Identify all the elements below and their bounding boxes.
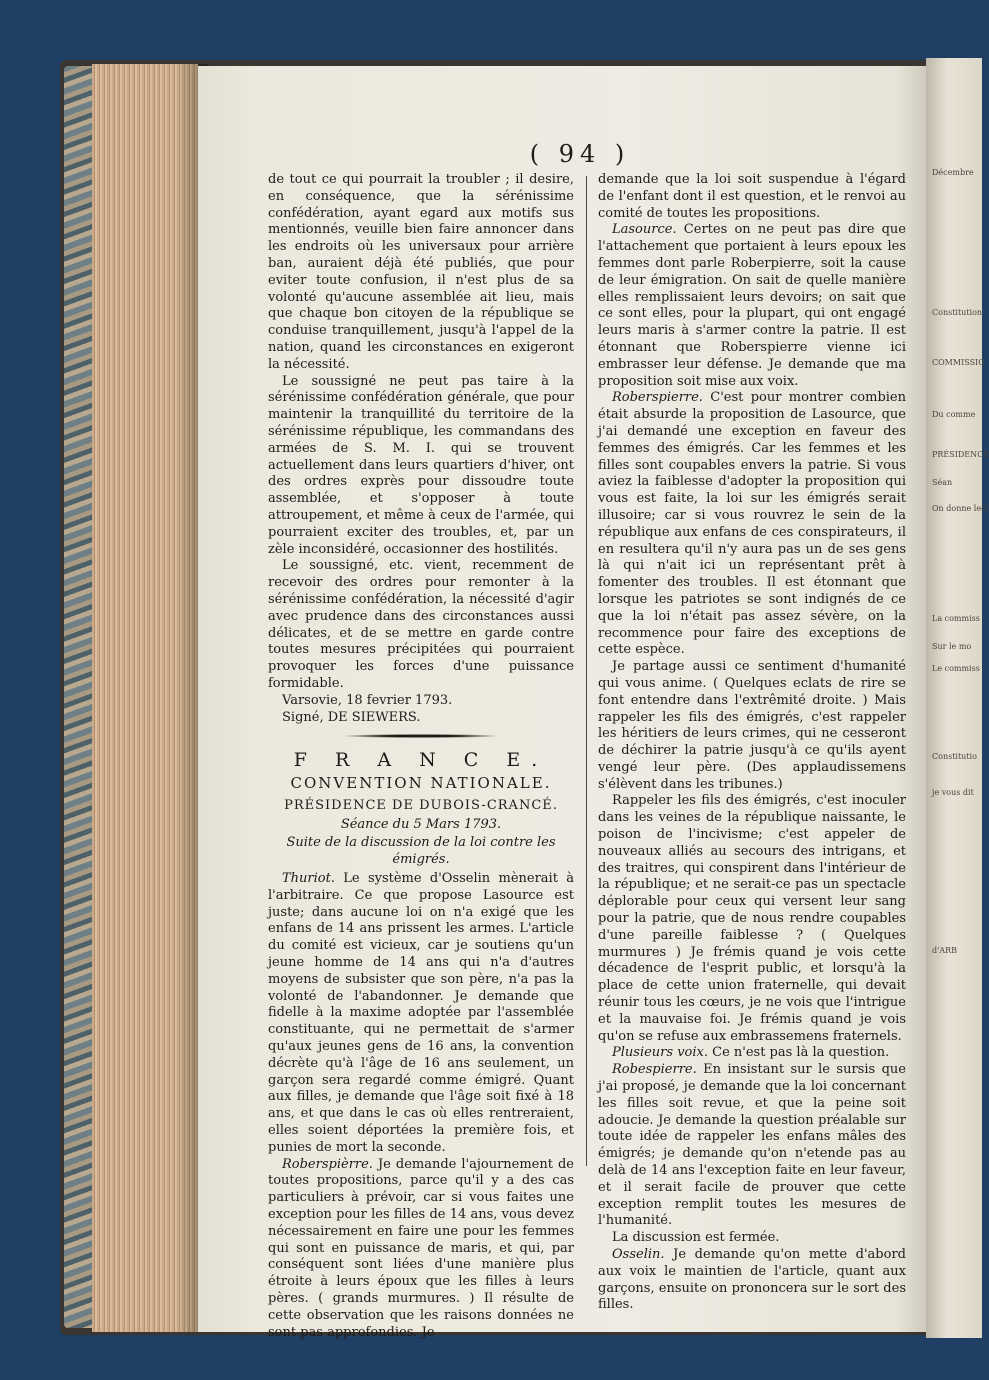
- left-column: [268, 172, 574, 1341]
- speech-text: Je demande l'ajournement de toutes propositions, parce qu'il y a des cas particuliers à prévoir, car si vous faites une exception pour les filles de 14 ans, vous devez nécessairement en faire une pour les femmes qui sont en puissance de maris, et qui, par conséquent sont liées d'une manière plus étroite à leurs époux que les filles à leurs pères. ( grands murmures. ) Il résulte de cette observation que les raisons données ne sont pas approfondies. Je: [268, 1156, 574, 1340]
- adjacent-fragment: Sur le mo: [932, 642, 972, 651]
- adjacent-fragment: PRÉSIDENCE: [932, 450, 989, 459]
- speaker-name: Lasource.: [612, 222, 677, 238]
- speech-text: Je partage aussi ce sentiment d'humanité qui vous anime. ( Quelques eclats de rire se font entendre dans l'extrêmité droite. ) Mais rappeler les fils des émigrés, c'est rappeler les héritiers de leurs crimes, qui ne cesseront de déchirer la patrie jusqu'à ce qu'ils ayent vengé leur père. (Des applaudissemens s'élèvent dans les tribunes.): [598, 659, 906, 792]
- adjacent-fragment: La commiss: [932, 614, 980, 623]
- speech-paragraph: [598, 1230, 906, 1247]
- section-heading-convention: CONVENTION NATIONALE.: [290, 774, 552, 793]
- speaker-name: Robespierre.: [612, 1062, 697, 1078]
- adjacent-fragment: Décembre: [932, 168, 974, 177]
- paragraph: Le soussigné, etc. vient, recemment de recevoir des ordres pour remonter à la sérénissime confédération, la nécessité d'agir avec prudence dans des circonstances aussi délicates, et de se mettre en garde contre toutes mesures précipitées qui pourraient provoquer les forces d'une puissance formidable.: [268, 558, 574, 691]
- paragraph: de tout ce qui pourrait la troubler ; il desire, en conséquence, que la sérénissime confédération, ayant egard aux motifs sus mentionnés, veuille bien faire annoncer dans les endroits où les universaux pour arrière ban, auraient déjà été publiés, que pour eviter toute confusion, il n'est plus de sa volonté qu'aucune assemblée ait lieu, mais que chaque bon citoyen de la république se conduise tranquillement, jusqu'à l'appel de la nation, quand les circonstances en exigeront la nécessité.: [268, 172, 574, 372]
- speech-paragraph: [598, 1045, 906, 1062]
- adjacent-fragment: On donne lect: [932, 504, 989, 513]
- speech-text: Le système d'Osselin mènerait à l'arbitraire. Ce que propose Lasource est juste; dans aucune loi on n'a exigé que les enfans de 14 ans prissent les armes. L'article du comité est vicieux, car je soutiens qu'un jeune homme de 14 ans qui n'a d'autres moyens de subsister que son père, n'a pas la volonté de l'abandonner. Je demande que fidelle à la maxime adoptée par l'assemblée constituante, qui ne permettait de s'armer qu'aux jeunes gens de 16 ans, la convention décrète qu'à l'âge de 16 ans seulement, un garçon sera regardé comme émigré. Quant aux filles, je demande que l'âge soit fixé à 18 ans, et que dans le cas où elles rentreraient, elles soient déportées la première fois, et punies de mort la seconde.: [268, 871, 574, 1155]
- speech-paragraph: [598, 1247, 906, 1314]
- date-line: Varsovie, 18 fevrier 1793.: [282, 692, 453, 708]
- speech-text: Certes on ne peut pas dire que l'attachement que portaient à leurs epoux les femmes dont parle Roberpierre, soit la cause de leur émigration. On sait de quelle manière elles remplissaient leurs devoirs; on sait que ce sont elles, pour la plupart, qui ont engagé leurs maris à s'armer contre la patrie. Il est étonnant que Roberspierre vienne ici embrasser leur défense. Je demande que ma proposition soit mise aux voix.: [598, 222, 906, 389]
- speaker-name: Roberspièrre.: [282, 1156, 373, 1172]
- adjacent-page: [926, 58, 989, 1338]
- ornamental-rule: [341, 734, 501, 738]
- paragraph: Le soussigné ne peut pas taire à la sérénissime confédération générale, que pour maintenir la tranquillité du territoire de la sérénissime république, les commandans des armées de S. M. I. qui se trouvent actuellement dans leurs quartiers d'hiver, ont des ordres exprès pour dissoudre toute assemblée, et s'opposer à toute attroupement, et même à ceux de l'armée, qui pourraient exciter des troubles, et, par un zèle inconsidéré, occasionner des hostilités.: [268, 373, 574, 557]
- signature: Signé, DE SIEWERS.: [282, 709, 421, 725]
- speech-text: C'est pour montrer combien était absurde la proposition de Lasource, que j'ai demandé une exception en faveur des femmes des émigrés. Car les femmes et les filles sont coupables envers la patrie. Si vous aviez la faiblesse d'adopter la proposition qui vous est faite, la loi sur les émigrés serait illusoire; car si vous rouvrez le sein de la république aux enfans de ces conspirateurs, il en resultera qu'il n'y aura pas un de ses gens là qui n'ait ici un représentant prêt à fomenter des troubles. Il est étonnant que lorsque les patriotes se sont indignés de ce que la loi n'était pas assez sévère, on la recommence pour faire des exceptions de cette espèce.: [598, 390, 906, 658]
- speech-text: Rappeler les fils des émigrés, c'est inoculer dans les veines de la république naissante, le poison de l'incivisme; c'est appeler de nouveaux alliés au secours des intrigans, et des traitres, qui conspirent dans l'intérieur de la république; et ne serait-ce pas un spectacle déplorable pour ceux qui versent leur sang pour la patrie, que de nous rendre coupables d'une pareille faiblesse ? ( Quelques murmures ) Je frémis quand je vois cette décadence de l'esprit public, et lorsqu'à la place de cette union fraternelle, qui devait réunir tous les cœurs, je ne vois que l'intrigue et la mauvaise foi. Je frémis quand je vois qu'on se refuse aux embrassemens fraternels.: [598, 793, 906, 1044]
- adjacent-fragment: Séan: [932, 478, 953, 487]
- speaker-name: Plusieurs voix.: [612, 1045, 708, 1061]
- adjacent-fragment: Du comme: [932, 410, 976, 419]
- speech-text: Ce n'est pas là la question.: [707, 1045, 890, 1061]
- speech-paragraph: [268, 871, 574, 1157]
- speech-text: Je demande qu'on mette d'abord aux voix le maintien de l'article, quant aux garçons, ensuite on prononcera sur le sort des filles.: [598, 1247, 906, 1313]
- adjacent-fragment: Le commiss: [932, 664, 980, 673]
- speech-text: En insistant sur le sursis que j'ai proposé, je demande que la loi concernant les filles soit revue, et que la peine soit adoucie. Je demande la question préalable sur toute idée de rappeler les enfans mâles des émigrés; je demande qu'on n'etende pas au delà de 14 ans l'exception faite en leur faveur, et il serait facile de prouver que cette exception remplit toutes les mesures de l'humanité.: [598, 1062, 906, 1229]
- right-column: [598, 172, 906, 1314]
- speaker-name: Osselin.: [612, 1247, 665, 1262]
- section-heading-suite: Suite de la discussion de la loi contre les émigrés.: [286, 835, 556, 868]
- column-divider: [586, 176, 587, 1166]
- speech-paragraph: [598, 793, 906, 1045]
- speech-paragraph: [598, 222, 906, 390]
- section-heading-country: F R A N C E.: [293, 749, 549, 772]
- speech-paragraph: [598, 1062, 906, 1230]
- adjacent-fragment: Constitution: [932, 308, 983, 317]
- adjacent-fragment: COMMISSIO: [932, 358, 985, 367]
- speech-paragraph: [598, 390, 906, 659]
- speech-paragraph: [268, 1157, 574, 1342]
- section-heading-seance: Séance du 5 Mars 1793.: [340, 816, 502, 832]
- adjacent-fragment: d'ARB: [932, 946, 957, 955]
- page-number: ( 94 ): [529, 140, 631, 168]
- speech-text: La discussion est fermée.: [612, 1230, 780, 1246]
- speech-text: demande que la loi soit suspendue à l'égard de l'enfant dont il est question, et le renvoi au comité de toutes les propositions.: [598, 172, 906, 221]
- speaker-name: Thuriot.: [282, 871, 335, 887]
- speech-paragraph: [598, 659, 906, 793]
- speaker-name: Roberspierre.: [612, 390, 703, 406]
- speech-paragraph: [598, 172, 906, 222]
- section-heading-presidence: PRÉSIDENCE DE DUBOIS-CRANCÉ.: [284, 797, 558, 813]
- adjacent-fragment: je vous dit: [932, 788, 974, 797]
- adjacent-fragment: Constitutio: [932, 752, 977, 761]
